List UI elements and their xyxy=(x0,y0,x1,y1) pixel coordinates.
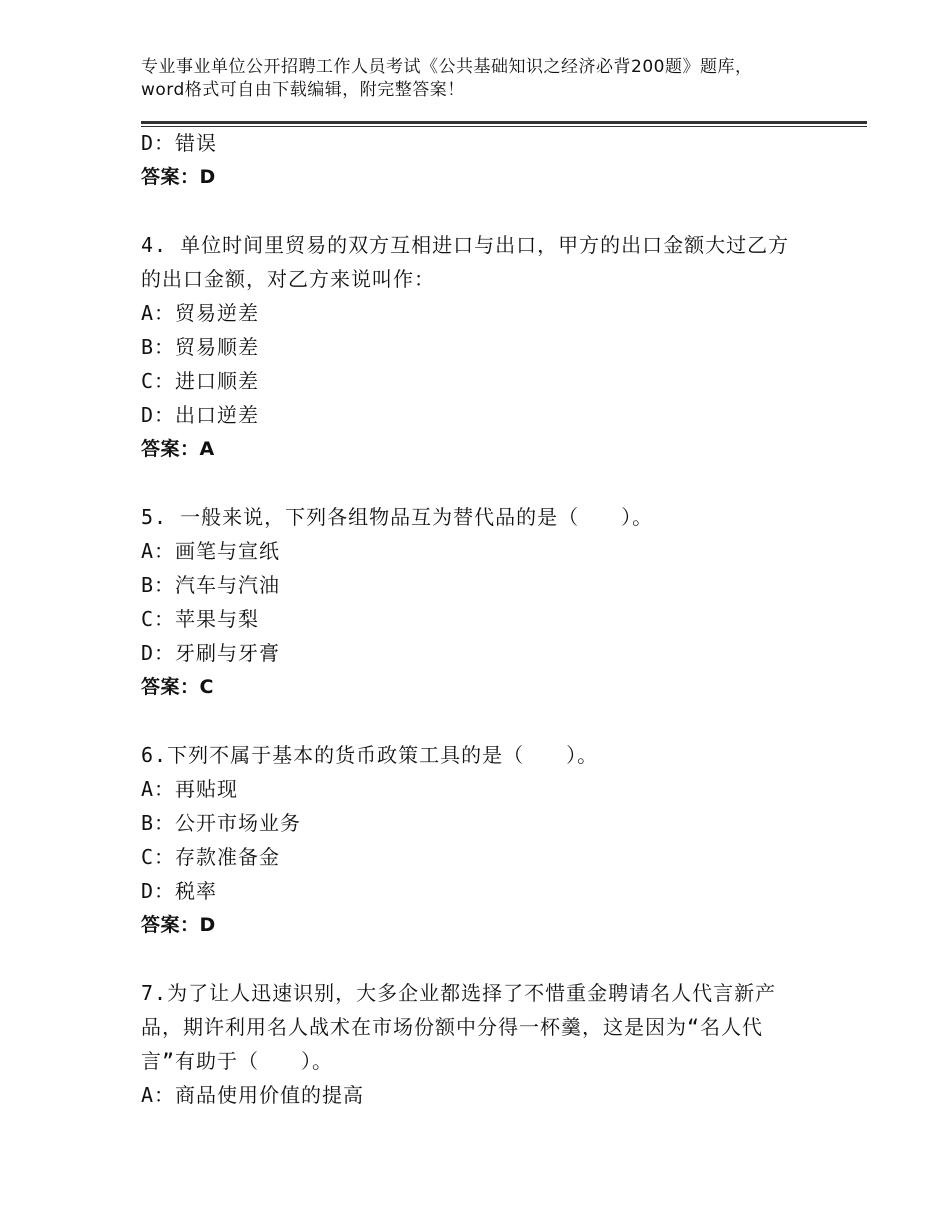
question-text: 7.为了让人迅速识别，大多企业都选择了不惜重金聘请名人代言新产品，期许利用名人战术在市场份额中分得一杯羹，这是因为“名人代言”有助于（ ）。 xyxy=(141,981,777,1073)
question-list xyxy=(141,126,831,1112)
option-a: A：再贴现 xyxy=(141,777,239,801)
question-7 xyxy=(141,976,831,1112)
option-a: A：贸易逆差 xyxy=(141,301,260,325)
option-b: B：公开市场业务 xyxy=(141,811,302,835)
option-c: C：苹果与梨 xyxy=(141,607,260,631)
option-a: A：商品使用价值的提高 xyxy=(141,1083,365,1107)
option-a: A：画笔与宣纸 xyxy=(141,539,281,563)
question-6 xyxy=(141,738,831,942)
option-b: B：汽车与汽油 xyxy=(141,573,281,597)
question-text: 4. 单位时间里贸易的双方互相进口与出口，甲方的出口金额大过乙方的出口金额，对乙方来说叫作： xyxy=(141,233,790,291)
answer-line: 答案：D xyxy=(141,166,216,188)
header-divider-thick xyxy=(141,121,867,124)
carryover-question xyxy=(141,126,831,194)
answer-line: 答案：D xyxy=(141,914,216,936)
option-b: B：贸易顺差 xyxy=(141,335,260,359)
option-d: D：牙刷与牙膏 xyxy=(141,641,281,665)
option-d: D：错误 xyxy=(141,131,218,155)
option-c: C：进口顺差 xyxy=(141,369,260,393)
question-4 xyxy=(141,228,831,466)
header-text: 专业事业单位公开招聘工作人员考试《公共基础知识之经济必背200题》题库，word格式可自由下载编辑，附完整答案！ xyxy=(141,57,753,100)
document-header xyxy=(141,56,771,102)
option-d: D：税率 xyxy=(141,879,218,903)
answer-line: 答案：C xyxy=(141,676,214,698)
option-c: C：存款准备金 xyxy=(141,845,281,869)
option-d: D：出口逆差 xyxy=(141,403,260,427)
answer-line: 答案：A xyxy=(141,438,215,460)
question-text: 6.下列不属于基本的货币政策工具的是（ ）。 xyxy=(141,743,599,767)
question-5 xyxy=(141,500,831,704)
question-text: 5. 一般来说，下列各组物品互为替代品的是（ ）。 xyxy=(141,505,654,529)
